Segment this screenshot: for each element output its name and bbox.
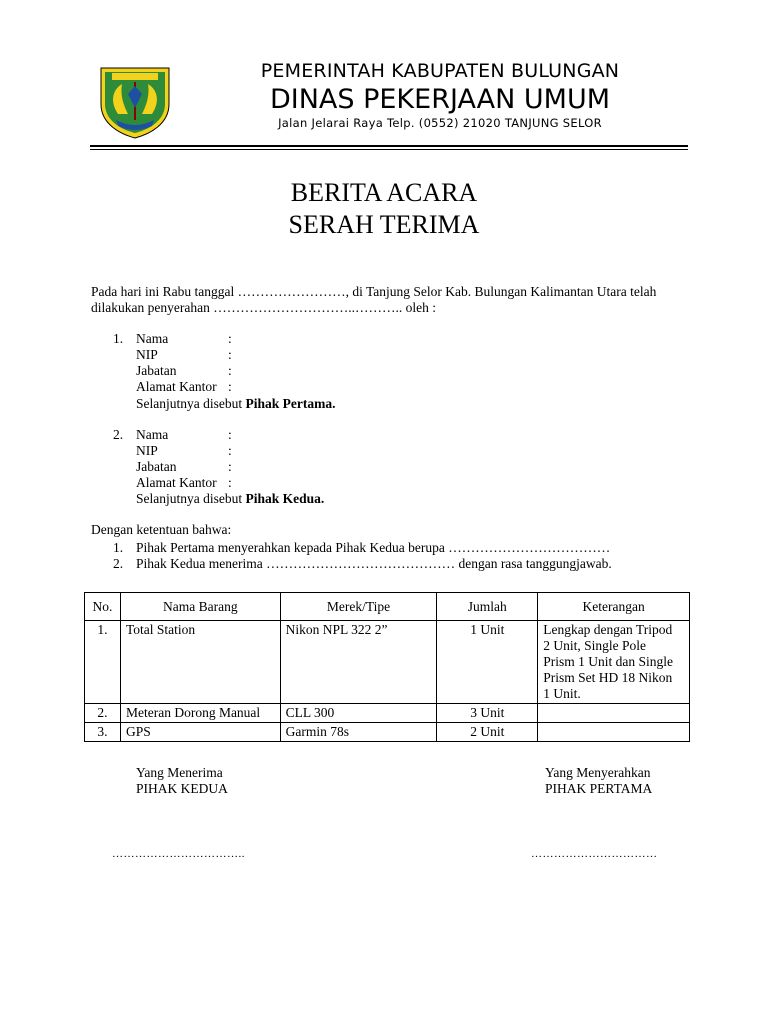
party2-colon: : [228, 459, 232, 474]
intro-line-1: Pada hari ini Rabu tanggal ……………………, di Tanjung Selor Kab. Bulungan Kalimantan Utara telah [91, 284, 657, 299]
table-row [85, 621, 690, 704]
party1-colon: : [228, 379, 232, 394]
party1-label-nip: NIP [136, 347, 158, 362]
party1-label-position: Jabatan [136, 363, 177, 378]
document-title-line1: BERITA ACARA [290, 178, 478, 207]
terms-item-1-text: Pihak Pertama menyerahkan kepada Pihak Kedua berupa ……………………………… [136, 540, 611, 555]
signature-right-line: …………………………… [531, 848, 658, 860]
party1-closing [136, 396, 335, 412]
document-title-line2: SERAH TERIMA [288, 210, 480, 239]
items-table [84, 592, 690, 742]
table-row [85, 704, 690, 723]
remarks-line: Prism Set HD 18 Nikon [543, 670, 673, 685]
party2-colon: : [228, 427, 232, 442]
header-item-name: Nama Barang [120, 593, 280, 621]
letterhead-agency: DINAS PEKERJAAN UMUM [269, 84, 611, 115]
remarks-line: Prism 1 Unit dan Single [543, 654, 673, 669]
party1-label-office: Alamat Kantor [136, 379, 217, 394]
signature-right-party: PIHAK PERTAMA [545, 781, 653, 796]
cell-remarks [538, 723, 690, 742]
party2-label-office: Alamat Kantor [136, 475, 217, 490]
party2-label-nip: NIP [136, 443, 158, 458]
table-row [85, 723, 690, 742]
cell-item-name: Total Station [120, 621, 280, 704]
cell-brand-type: Garmin 78s [280, 723, 437, 742]
signature-left-line: …………………………….. [112, 848, 245, 860]
cell-brand-type: CLL 300 [280, 704, 437, 723]
terms-item-1-number: 1. [113, 540, 124, 555]
cell-item-name: GPS [120, 723, 280, 742]
logo-top-band [112, 73, 158, 80]
terms-item-2-text: Pihak Kedua menerima …………………………………… dengan rasa tanggungjawab. [136, 556, 612, 571]
party1-closing-prefix: Selanjutnya disebut [136, 396, 246, 411]
letterhead-rule-thin [90, 149, 688, 150]
letterhead-rule-thick [90, 145, 688, 147]
party1-colon: : [228, 347, 232, 362]
party1-colon: : [228, 363, 232, 378]
party1-label-name: Nama [136, 331, 169, 346]
party2-colon: : [228, 475, 232, 490]
cell-remarks [538, 621, 690, 704]
party1-closing-bold: Pihak Pertama. [245, 396, 336, 411]
remarks-line: Lengkap dengan Tripod [543, 622, 673, 637]
party2-label-name: Nama [136, 427, 169, 442]
intro-line-2: dilakukan penyerahan …………………………..……….. oleh : [91, 300, 436, 315]
cell-quantity: 3 Unit [437, 704, 538, 723]
signature-left-role: Yang Menerima [136, 765, 223, 780]
cell-brand-type: Nikon NPL 322 2” [280, 621, 437, 704]
cell-no: 2. [85, 704, 121, 723]
signature-left-party: PIHAK KEDUA [136, 781, 228, 796]
cell-quantity: 1 Unit [437, 621, 538, 704]
letterhead-government: PEMERINTAH KABUPATEN BULUNGAN [260, 60, 620, 82]
party2-closing-bold: Pihak Kedua. [245, 491, 325, 506]
cell-no: 3. [85, 723, 121, 742]
party2-label-position: Jabatan [136, 459, 177, 474]
party2-closing-prefix: Selanjutnya disebut [136, 491, 246, 506]
header-brand-type: Merek/Tipe [280, 593, 437, 621]
remarks-line: 1 Unit. [543, 686, 581, 701]
signature-right-role: Yang Menyerahkan [545, 765, 651, 780]
party2-closing [136, 491, 324, 507]
remarks-line: 2 Unit, Single Pole [543, 638, 646, 653]
cell-quantity: 2 Unit [437, 723, 538, 742]
party1-number: 1. [113, 331, 124, 346]
cell-item-name: Meteran Dorong Manual [120, 704, 280, 723]
party1-colon: : [228, 331, 232, 346]
letterhead-address: Jalan Jelarai Raya Telp. (0552) 21020 TANJUNG SELOR [278, 116, 602, 130]
header-quantity: Jumlah [437, 593, 538, 621]
party2-colon: : [228, 443, 232, 458]
terms-heading: Dengan ketentuan bahwa: [91, 522, 232, 537]
cell-no: 1. [85, 621, 121, 704]
header-no: No. [85, 593, 121, 621]
cell-remarks [538, 704, 690, 723]
header-remarks: Keterangan [538, 593, 690, 621]
table-header-row [85, 593, 690, 621]
terms-item-2-number: 2. [113, 556, 124, 571]
party2-number: 2. [113, 427, 124, 442]
